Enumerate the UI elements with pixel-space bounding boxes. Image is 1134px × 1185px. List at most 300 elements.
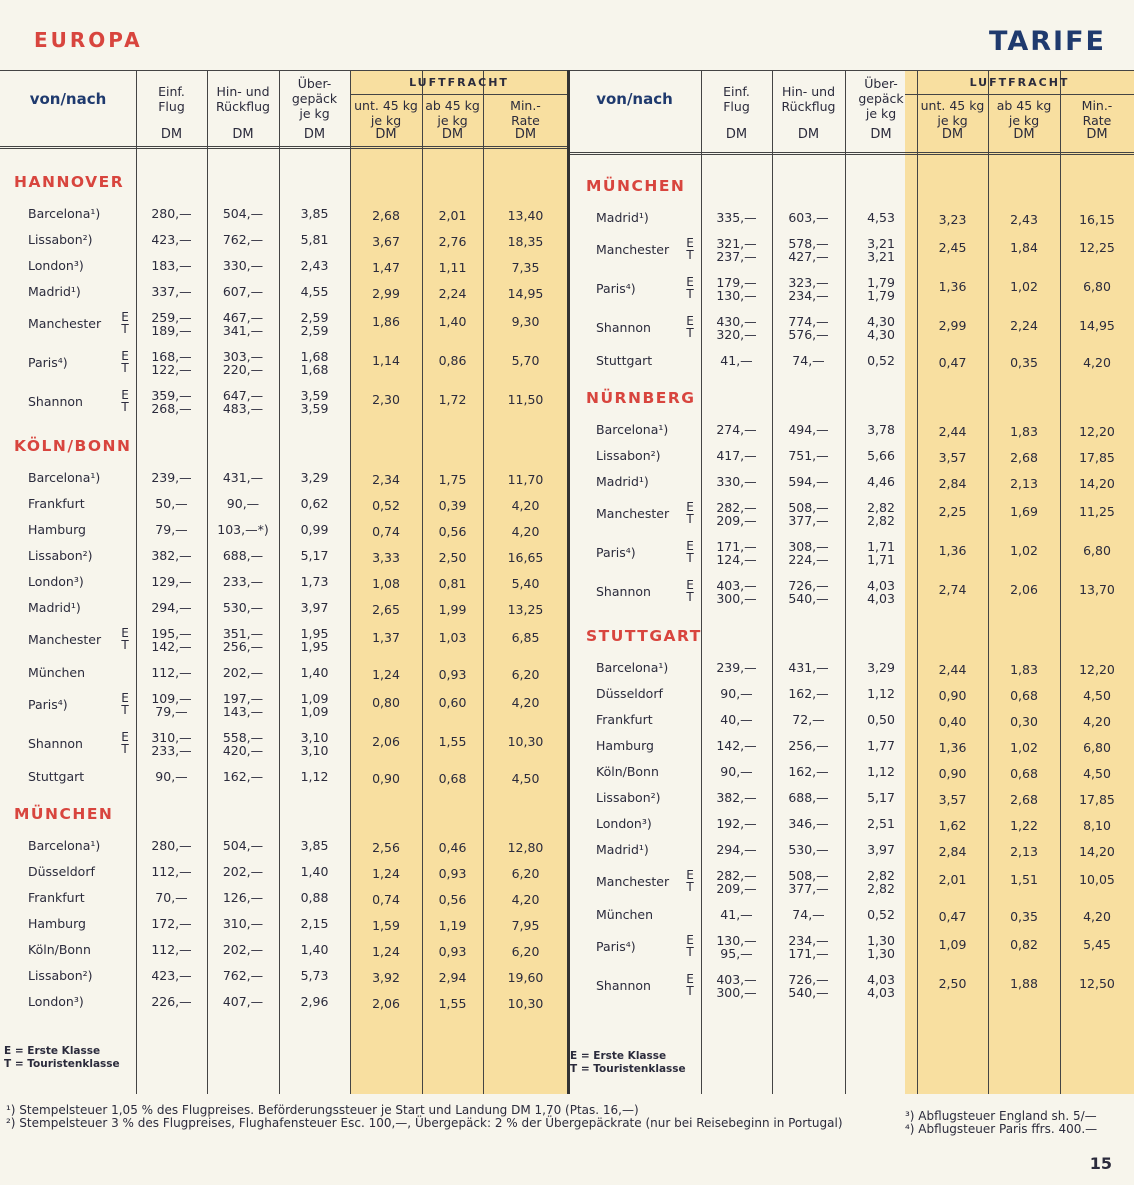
return-fare <box>207 969 279 982</box>
header-line: Rückflug <box>781 99 836 114</box>
freight-under-45: 1,37 <box>372 630 400 645</box>
destination-name: Barcelona¹) <box>28 206 101 221</box>
excess-baggage-rate <box>845 713 917 726</box>
class-letter: E <box>686 500 694 514</box>
freight-over-45: 0,30 <box>1010 714 1038 729</box>
class-letter: T <box>686 880 694 894</box>
freight-under-45: 2,84 <box>938 844 967 859</box>
one-way-fare-value: 382,— <box>716 790 757 805</box>
excess-baggage-rate <box>845 843 917 856</box>
class-letter: T <box>686 326 694 340</box>
freight-over-45: 0,93 <box>438 866 467 881</box>
destination-name: Manchester <box>596 242 670 257</box>
freight-over-45: 0,35 <box>1010 909 1038 924</box>
freight-over-45: 1,02 <box>1010 543 1038 558</box>
excess-baggage-rate <box>845 934 917 960</box>
excess-baggage-rate-value: 1,40 <box>300 665 329 680</box>
destination-name: Lissabon²) <box>28 232 93 247</box>
excess-baggage-rate-value: 2,82 <box>867 881 895 896</box>
excess-baggage-rate-value: 3,85 <box>300 206 329 221</box>
destination-name: Stuttgart <box>28 769 85 784</box>
excess-baggage-rate-value: 3,78 <box>867 422 895 437</box>
one-way-fare-value: 172,— <box>151 916 192 931</box>
excess-baggage-rate <box>279 995 350 1008</box>
header-line: gepäck <box>858 91 904 106</box>
return-fare <box>207 731 279 757</box>
excess-baggage-rate <box>279 233 350 246</box>
return-fare-value: 540,— <box>788 591 829 606</box>
destination-name: Frankfurt <box>28 496 85 511</box>
excess-baggage-rate <box>279 207 350 220</box>
header-currency: DM <box>303 127 326 142</box>
return-fare-value: 427,— <box>788 249 829 264</box>
destination-name: Manchester <box>596 874 670 889</box>
header-currency: DM <box>514 127 537 142</box>
one-way-fare <box>701 843 772 856</box>
legend-tourist-class: T = Touristenklasse <box>4 1058 120 1070</box>
return-fare-value: 197,— <box>222 691 264 706</box>
excess-baggage-rate-value: 4,03 <box>867 972 895 987</box>
class-letter: E <box>121 310 129 324</box>
header-freight-group: LUFTFRACHT <box>409 76 509 89</box>
freight-min-rate: 4,20 <box>511 892 540 907</box>
return-fare-value: 202,— <box>222 942 264 957</box>
freight-min-rate: 11,50 <box>507 392 544 407</box>
freight-over-45: 1,02 <box>1010 279 1038 294</box>
return-fare <box>207 549 279 562</box>
excess-baggage-rate-value: 1,40 <box>300 942 329 957</box>
header-line: je kg <box>437 113 468 128</box>
freight-min-rate: 4,20 <box>511 695 540 710</box>
excess-baggage-rate <box>279 311 350 337</box>
return-fare-value: 103,—*) <box>217 522 269 537</box>
one-way-fare-value: 192,— <box>716 816 757 831</box>
header-over45 <box>988 98 1060 128</box>
excess-baggage-rate-value: 0,52 <box>867 907 895 922</box>
excess-baggage-rate-value: 2,82 <box>867 868 895 883</box>
excess-baggage-rate-value: 5,17 <box>300 548 329 563</box>
header-line: je kg <box>937 113 968 128</box>
one-way-fare-value: 142,— <box>151 639 192 654</box>
excess-baggage-rate-value: 3,59 <box>300 388 329 403</box>
class-marker <box>683 973 697 997</box>
return-fare-value: 751,— <box>788 448 829 463</box>
freight-over-45: 0,68 <box>1010 688 1038 703</box>
one-way-fare-value: 335,— <box>716 210 757 225</box>
return-fare-value: 603,— <box>788 210 829 225</box>
freight-over-45: 1,84 <box>1010 240 1038 255</box>
excess-baggage-rate-value: 1,12 <box>867 764 895 779</box>
one-way-fare <box>136 549 207 562</box>
excess-baggage-rate <box>845 869 917 895</box>
freight-min-rate: 6,80 <box>1083 543 1111 558</box>
header-currency: DM <box>870 127 892 142</box>
excess-baggage-rate <box>279 917 350 930</box>
excess-baggage-rate-value: 1,09 <box>300 704 329 719</box>
return-fare-value: 431,— <box>788 660 829 675</box>
freight-min-rate: 13,40 <box>507 208 544 223</box>
header-one-way <box>701 84 772 114</box>
return-fare-value: 330,— <box>222 258 264 273</box>
excess-baggage-rate <box>279 731 350 757</box>
header-over45 <box>422 98 483 128</box>
city-heading-right-0: MÜNCHEN <box>586 177 686 195</box>
class-letter: E <box>121 730 129 744</box>
destination-name: Paris⁴) <box>28 355 68 370</box>
freight-min-rate: 5,40 <box>511 576 540 591</box>
excess-baggage-rate-value: 5,17 <box>867 790 895 805</box>
freight-over-45: 1,72 <box>438 392 467 407</box>
destination-name: Manchester <box>28 632 102 647</box>
return-fare-value: 540,— <box>788 985 829 1000</box>
destination-name: Shannon <box>596 584 651 599</box>
excess-baggage-rate <box>279 891 350 904</box>
freight-min-rate: 4,20 <box>511 498 540 513</box>
header-line: Über- <box>864 76 898 91</box>
return-fare <box>772 579 845 605</box>
one-way-fare <box>136 233 207 246</box>
header-return <box>207 84 279 114</box>
return-fare-value: 467,— <box>222 310 264 325</box>
excess-baggage-rate <box>845 475 917 488</box>
one-way-fare <box>701 475 772 488</box>
destination-name: Paris⁴) <box>596 939 636 954</box>
tariff-table-right <box>568 70 1134 1094</box>
one-way-fare <box>701 315 772 341</box>
return-fare-value: 346,— <box>788 816 829 831</box>
one-way-fare <box>701 687 772 700</box>
one-way-fare-value: 50,— <box>155 496 188 511</box>
destination-name: Madrid¹) <box>28 600 81 615</box>
freight-over-45: 2,76 <box>438 234 467 249</box>
destination-name: Paris⁴) <box>28 697 68 712</box>
return-fare-value: 234,— <box>788 933 829 948</box>
freight-over-45: 1,75 <box>438 472 467 487</box>
excess-baggage-rate-value: 4,53 <box>867 210 895 225</box>
freight-over-45: 0,86 <box>438 353 467 368</box>
freight-under-45: 2,65 <box>372 602 400 617</box>
freight-under-45: 2,50 <box>938 976 967 991</box>
one-way-fare-value: 417,— <box>716 448 757 463</box>
return-fare-value: 341,— <box>222 323 264 338</box>
freight-under-45: 3,92 <box>372 970 400 985</box>
one-way-fare-value: 359,— <box>151 388 192 403</box>
class-marker <box>683 934 697 958</box>
freight-over-45: 2,06 <box>1010 582 1038 597</box>
one-way-fare <box>136 839 207 852</box>
destination-name: Shannon <box>596 978 651 993</box>
excess-baggage-rate <box>845 661 917 674</box>
excess-baggage-rate-value: 1,40 <box>300 864 329 879</box>
one-way-fare-value: 300,— <box>716 591 757 606</box>
freight-min-rate: 11,70 <box>507 472 544 487</box>
one-way-fare-value: 294,— <box>151 600 192 615</box>
class-letter: E <box>686 972 694 986</box>
destination-name: Hamburg <box>596 738 654 753</box>
freight-min-rate: 12,20 <box>1079 662 1115 677</box>
excess-baggage-rate <box>845 973 917 999</box>
return-fare-value: 162,— <box>222 769 264 784</box>
return-fare-value: 558,— <box>222 730 264 745</box>
freight-min-rate: 14,95 <box>1079 318 1115 333</box>
freight-min-rate: 11,25 <box>1079 504 1115 519</box>
class-letter: T <box>686 945 694 959</box>
one-way-fare <box>136 207 207 220</box>
excess-baggage-rate-value: 0,88 <box>300 890 329 905</box>
header-line: Min.- <box>510 98 541 113</box>
freight-min-rate: 10,30 <box>507 734 544 749</box>
one-way-fare-value: 239,— <box>716 660 757 675</box>
header-excess <box>279 76 350 121</box>
class-letter: E <box>686 933 694 947</box>
freight-under-45: 2,44 <box>938 424 967 439</box>
return-fare <box>772 661 845 674</box>
return-fare-value: 308,— <box>788 539 829 554</box>
freight-under-45: 0,47 <box>938 909 967 924</box>
freight-min-rate: 16,65 <box>507 550 544 565</box>
one-way-fare-value: 112,— <box>151 864 192 879</box>
freight-over-45: 0,56 <box>438 524 467 539</box>
one-way-fare-value: 41,— <box>720 907 753 922</box>
excess-baggage-rate <box>845 237 917 263</box>
legend-tourist-class: T = Touristenklasse <box>570 1063 686 1075</box>
return-fare <box>772 237 845 263</box>
freight-under-45: 1,24 <box>372 944 400 959</box>
one-way-fare-value: 403,— <box>716 578 757 593</box>
one-way-fare <box>701 739 772 752</box>
freight-min-rate: 13,70 <box>1079 582 1115 597</box>
return-fare-value: 377,— <box>788 513 829 528</box>
freight-over-45: 2,68 <box>1010 792 1038 807</box>
one-way-fare-value: 294,— <box>716 842 757 857</box>
return-fare-value: 688,— <box>788 790 829 805</box>
one-way-fare-value: 195,— <box>151 626 192 641</box>
one-way-fare <box>136 601 207 614</box>
footnote-3: ³) Abflugsteuer England sh. 5/— <box>905 1109 1097 1123</box>
header-line: je kg <box>1008 113 1040 128</box>
freight-under-45: 1,36 <box>938 279 967 294</box>
header-line: Min.- <box>1081 98 1113 113</box>
return-fare-value: 202,— <box>222 665 264 680</box>
destination-name: Köln/Bonn <box>596 764 659 779</box>
freight-under-45: 0,74 <box>372 524 400 539</box>
footnote-2: ²) Stempelsteuer 3 % des Flugpreises, Flughafensteuer Esc. 100,—, Übergepäck: 2 % der Übergepäckrate (nur bei Reisebeginn in Portugal) <box>6 1116 843 1130</box>
return-fare <box>772 276 845 302</box>
freight-over-45: 1,02 <box>1010 740 1038 755</box>
excess-baggage-rate-value: 1,79 <box>867 275 895 290</box>
freight-group-line <box>350 94 568 95</box>
return-fare <box>207 666 279 679</box>
one-way-fare <box>701 661 772 674</box>
return-fare-value: 530,— <box>788 842 829 857</box>
class-letter: T <box>686 984 694 998</box>
freight-over-45: 2,94 <box>438 970 467 985</box>
one-way-fare-value: 268,— <box>151 401 192 416</box>
freight-under-45: 3,23 <box>938 212 967 227</box>
return-fare <box>772 765 845 778</box>
return-fare <box>772 908 845 921</box>
freight-min-rate: 14,95 <box>507 286 544 301</box>
excess-baggage-rate <box>279 259 350 272</box>
freight-min-rate: 5,70 <box>511 353 540 368</box>
excess-baggage-rate <box>279 692 350 718</box>
one-way-fare-value: 310,— <box>151 730 192 745</box>
excess-baggage-rate-value: 4,30 <box>867 327 895 342</box>
class-marker <box>683 540 697 564</box>
excess-baggage-rate-value: 2,51 <box>867 816 895 831</box>
excess-baggage-rate-value: 1,95 <box>300 639 329 654</box>
destination-name: Köln/Bonn <box>28 942 91 957</box>
class-marker <box>118 389 132 413</box>
one-way-fare-value: 320,— <box>716 327 757 342</box>
excess-baggage-rate-value: 3,59 <box>300 401 329 416</box>
return-fare-value: 688,— <box>222 548 264 563</box>
class-letter: T <box>121 742 129 756</box>
return-fare-value: 224,— <box>788 552 829 567</box>
return-fare <box>207 575 279 588</box>
excess-baggage-rate <box>279 627 350 653</box>
return-fare-value: 530,— <box>222 600 264 615</box>
one-way-fare-value: 130,— <box>716 933 757 948</box>
destination-name: Barcelona¹) <box>28 470 101 485</box>
one-way-fare-value: 321,— <box>716 236 757 251</box>
return-fare <box>207 601 279 614</box>
class-letter: T <box>686 590 694 604</box>
excess-baggage-rate-value: 3,85 <box>300 838 329 853</box>
return-fare <box>772 869 845 895</box>
return-fare <box>772 817 845 830</box>
class-marker <box>683 501 697 525</box>
freight-over-45: 0,81 <box>438 576 467 591</box>
freight-over-45: 0,46 <box>438 840 467 855</box>
return-fare-value: 234,— <box>788 288 829 303</box>
freight-min-rate: 17,85 <box>1079 450 1115 465</box>
return-fare-value: 407,— <box>222 994 264 1009</box>
freight-over-45: 2,68 <box>1010 450 1038 465</box>
one-way-fare <box>136 523 207 536</box>
one-way-fare-value: 183,— <box>151 258 192 273</box>
header-line: ab 45 kg <box>425 98 480 113</box>
return-fare <box>772 540 845 566</box>
one-way-fare-value: 233,— <box>151 743 192 758</box>
one-way-fare <box>701 817 772 830</box>
one-way-fare <box>136 917 207 930</box>
one-way-fare-value: 171,— <box>716 539 757 554</box>
excess-baggage-rate-value: 4,03 <box>867 591 895 606</box>
destination-name: Lissabon²) <box>596 448 661 463</box>
one-way-fare-value: 112,— <box>151 942 192 957</box>
destination-name: Barcelona¹) <box>28 838 101 853</box>
one-way-fare <box>701 237 772 263</box>
excess-baggage-rate-value: 3,21 <box>867 249 895 264</box>
return-fare-value: 504,— <box>222 838 264 853</box>
return-fare-value: 351,— <box>222 626 264 641</box>
freight-min-rate: 4,50 <box>1083 688 1111 703</box>
freight-over-45: 0,68 <box>1010 766 1038 781</box>
one-way-fare <box>136 350 207 376</box>
class-marker <box>118 731 132 755</box>
header-line: Einf. <box>723 84 750 99</box>
header-line: ab 45 kg <box>996 98 1052 113</box>
freight-over-45: 1,51 <box>1010 872 1038 887</box>
freight-over-45: 1,11 <box>438 260 467 275</box>
header-currency: DM <box>725 127 748 142</box>
excess-baggage-rate <box>845 449 917 462</box>
freight-min-rate: 10,05 <box>1079 872 1115 887</box>
freight-under-45: 2,34 <box>372 472 400 487</box>
one-way-fare <box>136 943 207 956</box>
one-way-fare-value: 109,— <box>151 691 192 706</box>
return-fare <box>207 311 279 337</box>
excess-baggage-rate <box>279 285 350 298</box>
one-way-fare <box>136 627 207 653</box>
freight-over-45: 0,39 <box>438 498 467 513</box>
one-way-fare <box>701 579 772 605</box>
destination-name: Madrid¹) <box>28 284 81 299</box>
freight-under-45: 2,45 <box>938 240 967 255</box>
excess-baggage-rate <box>279 575 350 588</box>
freight-over-45: 2,13 <box>1010 476 1038 491</box>
freight-over-45: 1,83 <box>1010 424 1038 439</box>
destination-name: London³) <box>28 258 84 273</box>
freight-under-45: 2,56 <box>372 840 400 855</box>
excess-baggage-rate-value: 4,46 <box>867 474 895 489</box>
return-fare-value: 607,— <box>222 284 264 299</box>
destination-name: Shannon <box>28 736 83 751</box>
footnote-1: ¹) Stempelsteuer 1,05 % des Flugpreises. Beförderungssteuer je Start und Landung DM 1,70 (Ptas. 16,—) <box>6 1103 639 1117</box>
freight-over-45: 2,24 <box>438 286 467 301</box>
excess-baggage-rate-value: 4,55 <box>300 284 329 299</box>
freight-under-45: 1,59 <box>372 918 400 933</box>
excess-baggage-rate <box>279 549 350 562</box>
one-way-fare <box>136 497 207 510</box>
excess-baggage-rate-value: 2,59 <box>300 310 329 325</box>
one-way-fare-value: 90,— <box>720 764 753 779</box>
class-letter: T <box>686 551 694 565</box>
one-way-fare <box>136 389 207 415</box>
header-currency: DM <box>232 127 254 142</box>
return-fare-value: 72,— <box>792 712 825 727</box>
excess-baggage-rate-value: 1,09 <box>300 691 329 706</box>
header-line: Flug <box>158 99 185 114</box>
header-line: gepäck <box>291 91 338 106</box>
header-line: je kg <box>299 106 330 121</box>
one-way-fare <box>701 449 772 462</box>
return-fare-value: 431,— <box>222 470 264 485</box>
class-letter: E <box>686 868 694 882</box>
excess-baggage-rate <box>845 276 917 302</box>
freight-under-45: 1,08 <box>372 576 400 591</box>
freight-under-45: 3,33 <box>372 550 400 565</box>
freight-min-rate: 9,30 <box>511 314 540 329</box>
freight-over-45: 2,01 <box>438 208 467 223</box>
class-marker <box>118 311 132 335</box>
header-line: Über- <box>297 76 332 91</box>
header-bottom-line-2 <box>568 154 1134 155</box>
destination-name: London³) <box>28 574 84 589</box>
header-under45 <box>917 98 988 128</box>
excess-baggage-rate <box>845 739 917 752</box>
header-line: unt. 45 kg <box>354 98 418 113</box>
one-way-fare-value: 403,— <box>716 972 757 987</box>
destination-name: Lissabon²) <box>28 968 93 983</box>
one-way-fare <box>701 973 772 999</box>
excess-baggage-rate-value: 3,10 <box>300 743 329 758</box>
freight-over-45: 0,93 <box>438 944 467 959</box>
one-way-fare <box>701 791 772 804</box>
freight-min-rate: 4,50 <box>511 771 540 786</box>
freight-under-45: 2,84 <box>938 476 967 491</box>
